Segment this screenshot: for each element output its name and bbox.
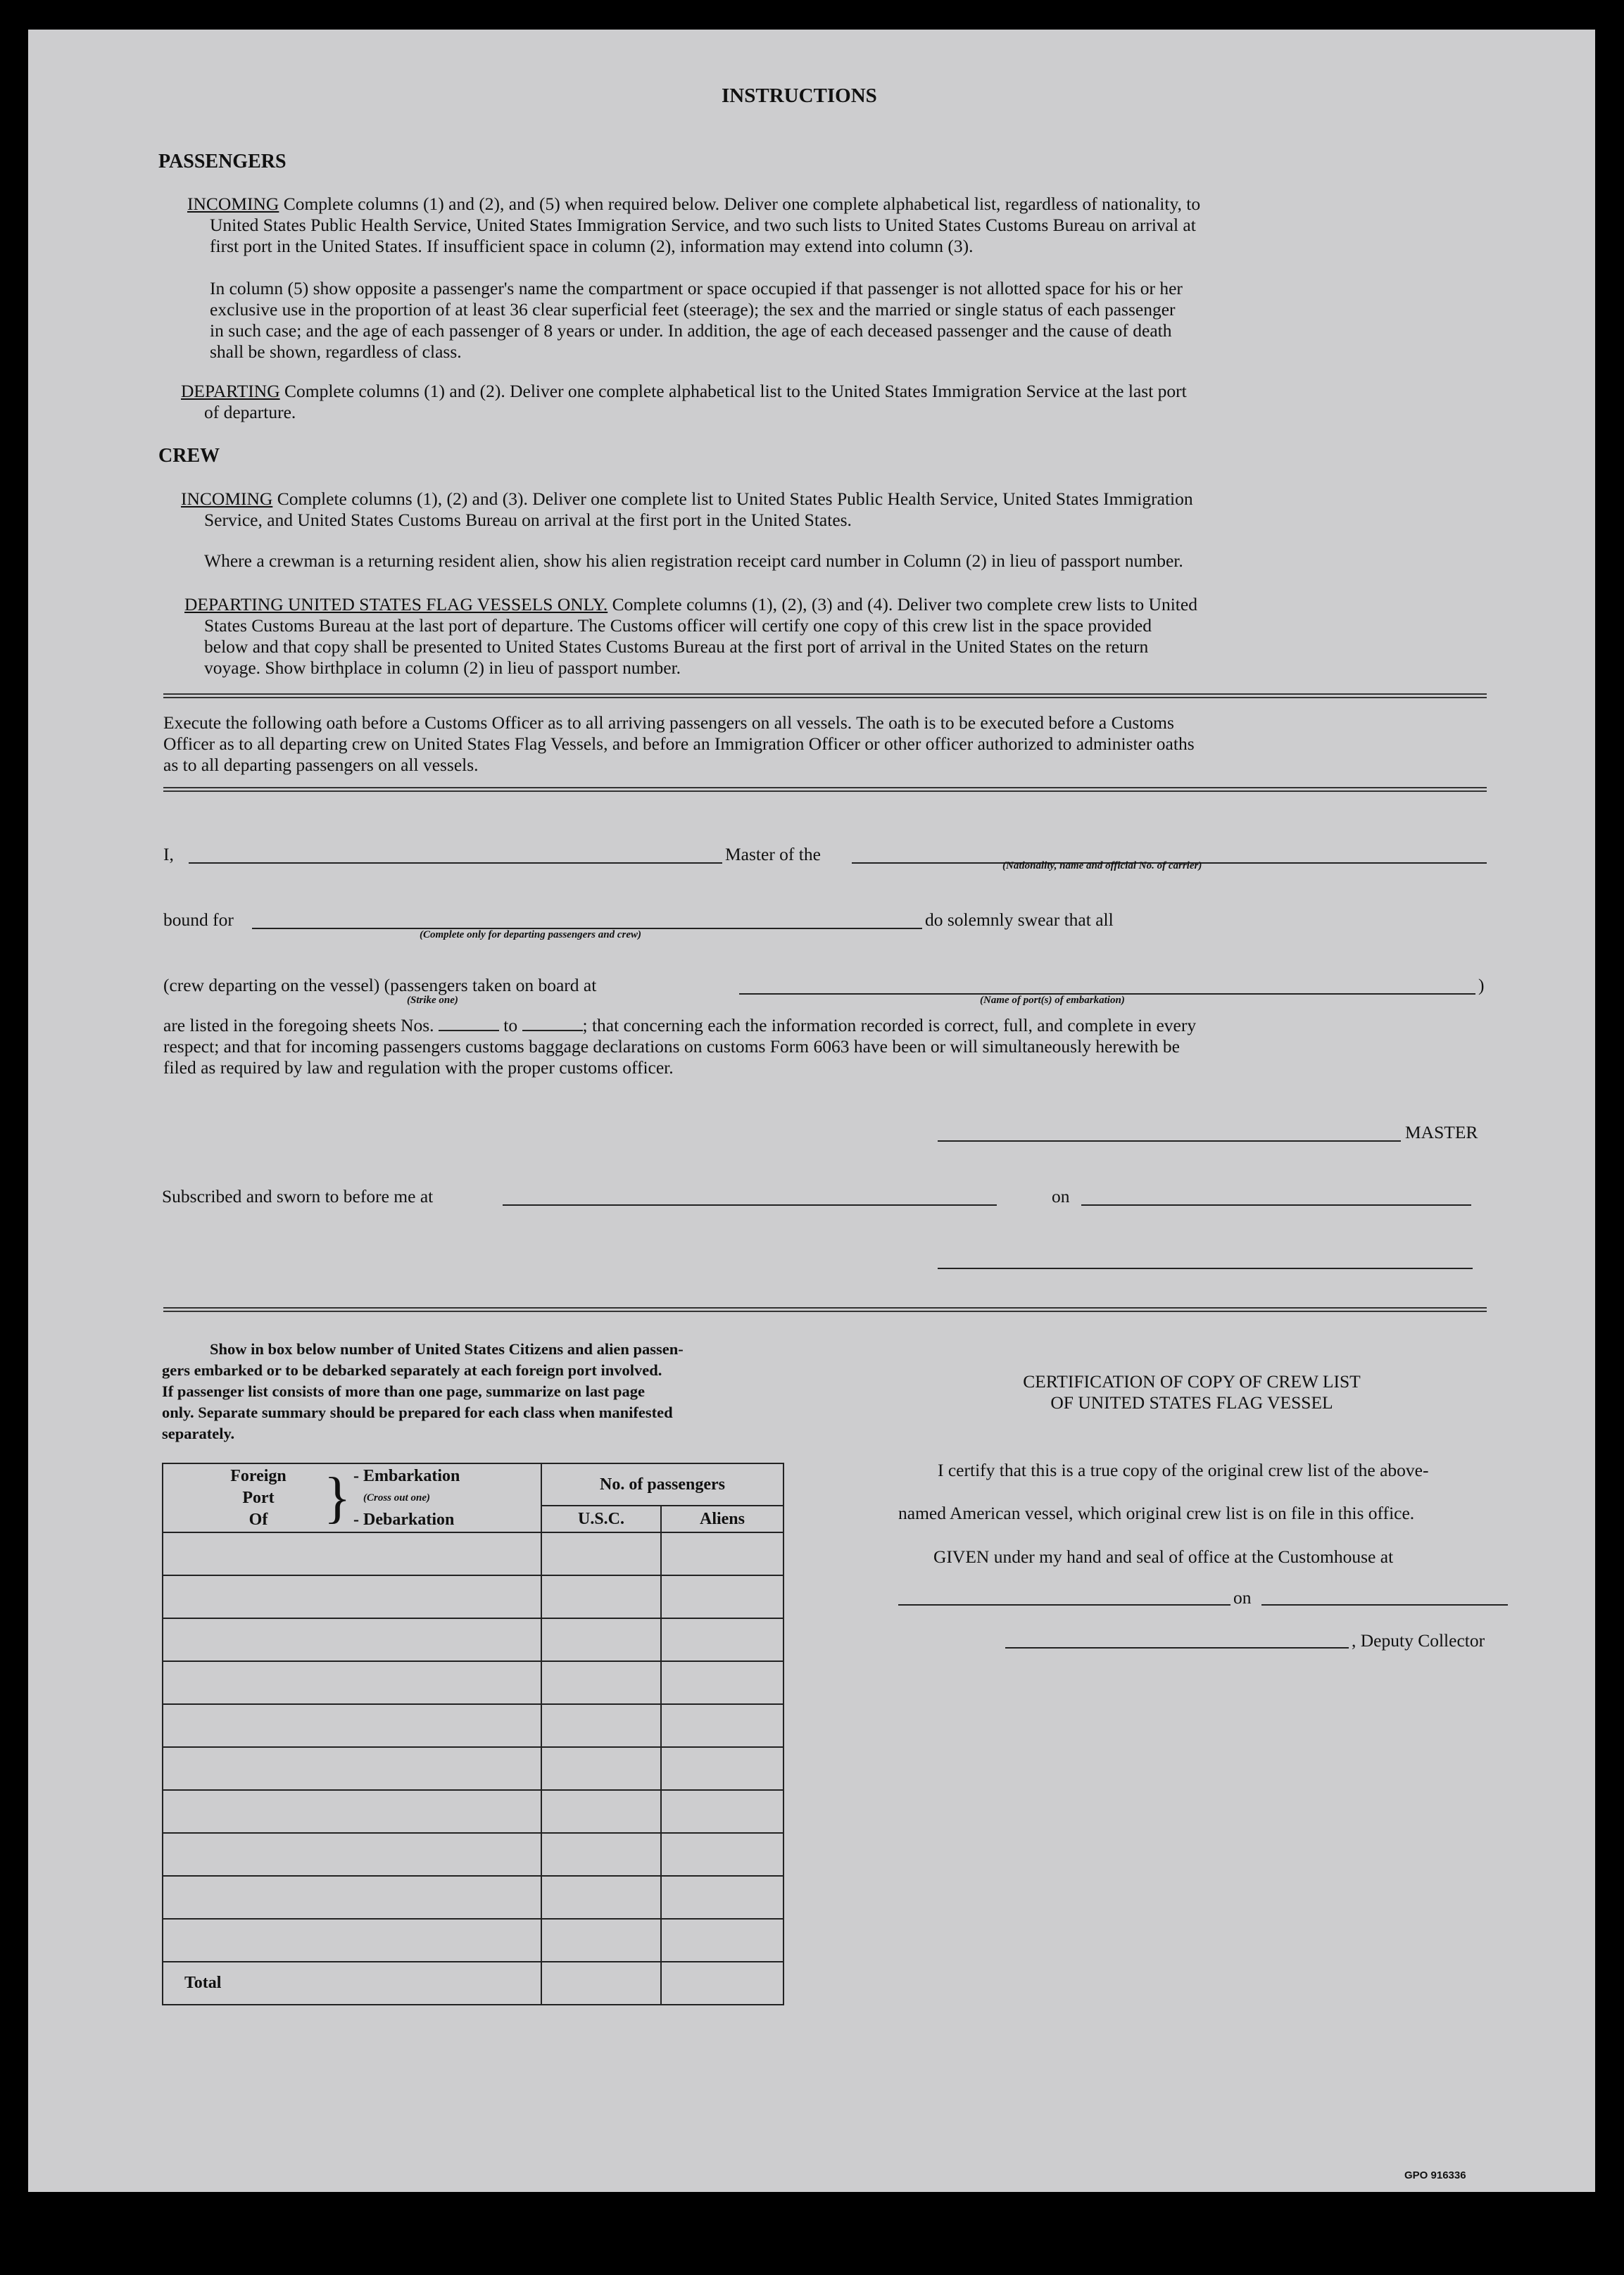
- certification-line3: GIVEN under my hand and seal of office at the Customhouse at: [933, 1546, 1394, 1567]
- text-line: States Customs Bureau at the last port of departure. The Customs officer will certify one copy of this crew list in the space provided: [204, 615, 1152, 636]
- usc-cell[interactable]: [541, 1876, 661, 1919]
- port-cell[interactable]: [163, 1575, 541, 1618]
- table-row: [163, 1575, 783, 1618]
- table-row: [163, 1833, 783, 1876]
- passengers-incoming-line1: Complete columns (1) and (2), and (5) when required below. Deliver one complete alphabetical list, regardless of nationality, to: [283, 194, 1201, 214]
- crew-departing-label: DEPARTING UNITED STATES FLAG VESSELS ONLY.: [184, 594, 608, 615]
- bound-for-caption: (Complete only for departing passengers and crew): [420, 929, 641, 940]
- passengers-departing-paragraph: [181, 381, 1483, 402]
- text-line: Officer as to all departing crew on United States Flag Vessels, and before an Immigration Officer or other officer authorized to administer oaths: [163, 733, 1195, 754]
- total-aliens-cell[interactable]: [661, 1962, 783, 2005]
- sheet-from-field[interactable]: [439, 1030, 499, 1031]
- text-line: OF UNITED STATES FLAG VESSEL: [1050, 1392, 1333, 1413]
- incoming-label: INCOMING: [187, 194, 279, 214]
- sheet-to-field[interactable]: [522, 1030, 583, 1031]
- text-line: gers embarked or to be debarked separately at each foreign port involved.: [162, 1361, 662, 1379]
- table-row: [163, 1618, 783, 1661]
- text-line: are listed in the foregoing sheets Nos.: [163, 1015, 434, 1035]
- text-line: Complete columns (1) and (2). Deliver one complete alphabetical list to the United States Immigration Service at the last port: [284, 381, 1187, 401]
- passenger-summary-table: [162, 1463, 784, 2005]
- master-signature-field[interactable]: [938, 1140, 1401, 1142]
- aliens-cell[interactable]: [661, 1661, 783, 1704]
- sworn-date-field[interactable]: [1081, 1204, 1471, 1206]
- master-of-the-label: Master of the: [725, 844, 821, 864]
- port-cell[interactable]: [163, 1532, 541, 1575]
- instructions-title: INSTRUCTIONS: [722, 84, 877, 107]
- text-line: to: [503, 1015, 518, 1035]
- divider: [163, 693, 1487, 698]
- summary-instructions: [162, 1339, 788, 1444]
- passengers-incoming-paragraph: [187, 194, 1486, 215]
- text-line: Complete columns (1), (2), (3) and (4). Deliver two complete crew lists to United: [612, 594, 1197, 615]
- text-line: Foreign: [230, 1467, 287, 1485]
- usc-cell[interactable]: [541, 1618, 661, 1661]
- usc-cell[interactable]: [541, 1790, 661, 1833]
- text-line: respect; and that for incoming passengers customs baggage declarations on customs Form 6063 have been or will simultaneously herewith be: [163, 1036, 1180, 1057]
- text-line: first port in the United States. If insufficient space in column (2), information may extend into column (3).: [210, 236, 974, 256]
- text-line: as to all departing passengers on all vessels.: [163, 755, 479, 775]
- total-label: Total: [163, 1962, 541, 2005]
- text-line: in such case; and the age of each passenger of 8 years or under. In addition, the age of each deceased passenger and the cause of death: [210, 320, 1172, 341]
- usc-cell[interactable]: [541, 1919, 661, 1962]
- usc-cell[interactable]: [541, 1575, 661, 1618]
- text-line: Port: [242, 1489, 275, 1507]
- oath-body: [163, 1015, 1487, 1078]
- text-line: exclusive use in the proportion of at least 36 clear superficial feet (steerage); the sex and the married or single status of each passenger: [210, 299, 1176, 320]
- section-passengers-heading: PASSENGERS: [158, 151, 287, 172]
- text-line: - Embarkation: [353, 1467, 460, 1485]
- divider: [163, 1307, 1487, 1312]
- aliens-cell[interactable]: [661, 1876, 783, 1919]
- usc-cell[interactable]: [541, 1532, 661, 1575]
- sworn-at-field[interactable]: [503, 1204, 997, 1206]
- certification-line2: named American vessel, which original crew list is on file in this office.: [898, 1503, 1415, 1523]
- bound-for-label: bound for: [163, 909, 234, 930]
- port-caption: (Name of port(s) of embarkation): [980, 995, 1125, 1006]
- deputy-collector-label: , Deputy Collector: [1352, 1630, 1485, 1651]
- foreign-port-header: [163, 1463, 541, 1532]
- section-crew-heading: CREW: [158, 445, 220, 467]
- crew-incoming-paragraph: [181, 489, 1483, 510]
- solemnly-swear-label: do solemnly swear that all: [925, 909, 1114, 930]
- aliens-cell[interactable]: [661, 1618, 783, 1661]
- oath-i-label: I,: [163, 844, 174, 864]
- column-5-paragraph: [210, 278, 1484, 363]
- total-usc-cell[interactable]: [541, 1962, 661, 2005]
- usc-cell[interactable]: [541, 1704, 661, 1747]
- document-page: [28, 30, 1595, 2192]
- certification-date-field[interactable]: [1261, 1604, 1508, 1606]
- text-line: United States Public Health Service, United States Immigration Service, and two such lists to United States Customs Bureau on arrival at: [210, 215, 1196, 235]
- oath-instructions: [163, 712, 1487, 776]
- closing-paren: ): [1478, 975, 1485, 995]
- divider: [163, 787, 1487, 792]
- aliens-cell[interactable]: [661, 1747, 783, 1790]
- port-cell[interactable]: [163, 1661, 541, 1704]
- aliens-cell[interactable]: [661, 1704, 783, 1747]
- on-label: on: [1052, 1186, 1070, 1206]
- table-row: [163, 1876, 783, 1919]
- table-row: [163, 1661, 783, 1704]
- brace-glyph: }: [324, 1467, 351, 1529]
- crew-departing-continuation: [204, 615, 1485, 679]
- subscribed-label: Subscribed and sworn to before me at: [162, 1186, 434, 1206]
- port-cell[interactable]: [163, 1618, 541, 1661]
- text-line: Show in box below number of United States Citizens and alien passen-: [210, 1340, 684, 1358]
- text-line: Complete columns (1), (2) and (3). Deliver one complete list to United States Public Health Service, United States Immigration: [277, 489, 1193, 509]
- strike-one-caption: (Strike one): [407, 995, 458, 1006]
- table-row: [163, 1704, 783, 1747]
- text-line: voyage. Show birthplace in column (2) in lieu of passport number.: [204, 657, 681, 678]
- crew-departing-paragraph: [184, 594, 1487, 615]
- aliens-cell[interactable]: [661, 1790, 783, 1833]
- deputy-collector-signature-field[interactable]: [1005, 1647, 1349, 1649]
- crew-incoming-continuation: Service, and United States Customs Bureau on arrival at the first port in the United States.: [204, 510, 852, 530]
- text-line: Of: [248, 1511, 268, 1529]
- port-cell[interactable]: [163, 1919, 541, 1962]
- text-line: In column (5) show opposite a passenger's name the compartment or space occupied if that passenger is not allotted space for his or her: [210, 278, 1183, 298]
- text-line: If passenger list consists of more than one page, summarize on last page: [162, 1382, 646, 1400]
- text-line: CERTIFICATION OF COPY OF CREW LIST: [1023, 1371, 1361, 1392]
- table-row: [163, 1919, 783, 1962]
- crew-returning-resident-note: Where a crewman is a returning resident alien, show his alien registration receipt card number in Column (2) in lieu of passport number.: [204, 550, 1183, 571]
- text-line: separately.: [162, 1425, 235, 1442]
- crew-passengers-label: (crew departing on the vessel) (passengers taken on board at: [163, 975, 597, 995]
- certification-line1: I certify that this is a true copy of the original crew list of the above-: [938, 1460, 1429, 1480]
- aliens-cell[interactable]: [661, 1575, 783, 1618]
- table-row: [163, 1532, 783, 1575]
- text-line: only. Separate summary should be prepared for each class when manifested: [162, 1404, 673, 1421]
- usc-cell[interactable]: [541, 1661, 661, 1704]
- text-line: (Cross out one): [363, 1492, 431, 1504]
- port-cell[interactable]: [163, 1747, 541, 1790]
- aliens-cell[interactable]: [661, 1532, 783, 1575]
- port-cell[interactable]: [163, 1704, 541, 1747]
- text-line: below and that copy shall be presented to United States Customs Bureau at the first port of arrival in the United States on the return: [204, 636, 1149, 657]
- usc-cell[interactable]: [541, 1833, 661, 1876]
- port-cell[interactable]: [163, 1790, 541, 1833]
- text-line: - Debarkation: [353, 1511, 455, 1529]
- total-row: [163, 1962, 783, 2005]
- passengers-incoming-continuation: [210, 215, 1484, 257]
- port-cell[interactable]: [163, 1876, 541, 1919]
- usc-header: U.S.C.: [541, 1506, 661, 1532]
- aliens-cell[interactable]: [661, 1833, 783, 1876]
- certification-title: [898, 1371, 1485, 1413]
- master-label: MASTER: [1405, 1122, 1478, 1142]
- no-of-passengers-header: No. of passengers: [541, 1463, 783, 1506]
- officer-signature-field[interactable]: [938, 1268, 1473, 1269]
- customhouse-field[interactable]: [898, 1604, 1230, 1606]
- aliens-header: Aliens: [661, 1506, 783, 1532]
- port-cell[interactable]: [163, 1833, 541, 1876]
- text-line: Execute the following oath before a Customs Officer as to all arriving passengers on all vessels. The oath is to be executed before a Customs: [163, 712, 1174, 733]
- table-row: [163, 1747, 783, 1790]
- passengers-departing-continuation: of departure.: [204, 402, 296, 422]
- text-line: shall be shown, regardless of class.: [210, 341, 462, 362]
- departing-label: DEPARTING: [181, 381, 280, 401]
- table-row: [163, 1790, 783, 1833]
- text-line: ; that concerning each the information recorded is correct, full, and complete in every: [582, 1015, 1197, 1035]
- crew-incoming-label: INCOMING: [181, 489, 273, 509]
- oath-body-line1: [163, 1015, 1487, 1036]
- certification-on-label: on: [1233, 1587, 1252, 1608]
- gpo-number: GPO 916336: [1404, 2169, 1466, 2181]
- usc-cell[interactable]: [541, 1747, 661, 1790]
- carrier-field-caption: (Nationality, name and official No. of carrier): [1002, 860, 1202, 871]
- master-name-field[interactable]: [189, 862, 722, 864]
- text-line: filed as required by law and regulation with the proper customs officer.: [163, 1057, 674, 1078]
- aliens-cell[interactable]: [661, 1919, 783, 1962]
